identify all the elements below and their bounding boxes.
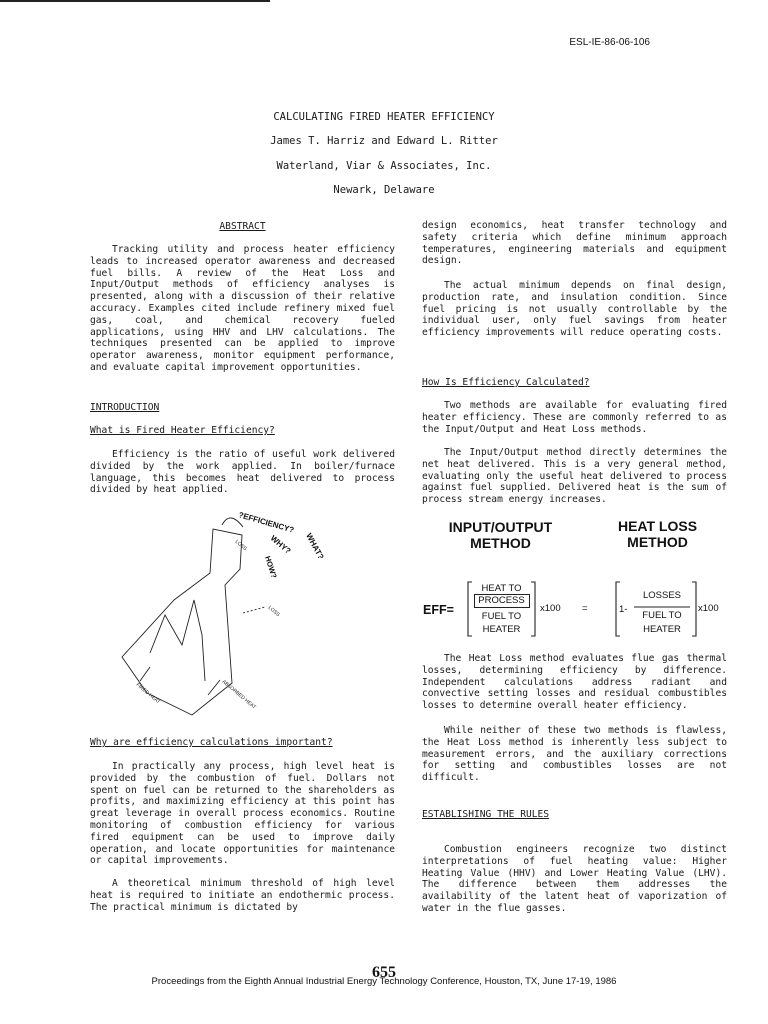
proceedings-footer: Proceedings from the Eighth Annual Industrial Energy Technology Conference, Houston, TX, June 17-19, 1986 bbox=[151, 976, 617, 987]
input-output-paragraph bbox=[422, 447, 727, 506]
abstract-paragraph bbox=[90, 244, 395, 374]
heat-loss-paragraph bbox=[422, 653, 727, 712]
establishing-rules-heading: ESTABLISHING THE RULES bbox=[422, 809, 550, 820]
absorbed-heat-arrow bbox=[208, 680, 220, 695]
equals-sign: = bbox=[582, 603, 588, 614]
design-text: design economics, heat transfer technology and safety criteria which define minimum approach temperatures, engineering materials and equipment design. bbox=[422, 220, 727, 267]
introduction-heading: INTRODUCTION bbox=[90, 402, 160, 413]
what-is-efficiency-heading: What is Fired Heater Efficiency? bbox=[90, 425, 275, 436]
paper-affiliation: Waterland, Viar & Associates, Inc. bbox=[276, 160, 492, 172]
design-paragraph bbox=[422, 220, 727, 267]
rules-paragraph bbox=[422, 844, 727, 915]
input-output-fraction bbox=[466, 580, 537, 638]
heater-coil-zigzag bbox=[150, 600, 205, 681]
input-output-title-line1: INPUT/OUTPUT bbox=[448, 519, 553, 535]
theoretical-paragraph bbox=[90, 878, 395, 913]
heat-loss-title-line2: METHOD bbox=[627, 534, 688, 550]
eff-label: EFF= bbox=[423, 603, 454, 617]
abstract-heading: ABSTRACT bbox=[219, 221, 266, 232]
heat-loss-title-line1: HEAT LOSS bbox=[617, 518, 698, 534]
losses-denominator-line2: HEATER bbox=[643, 624, 681, 635]
theoretical-text: A theoretical minimum threshold of high level heat is required to initiate an endothermic process. The practical minimum is dictated by bbox=[90, 878, 395, 913]
losses-denominator-line1: FUEL TO bbox=[642, 610, 682, 621]
denominator-line1: FUEL TO bbox=[481, 611, 522, 622]
why-important-heading: Why are efficiency calculations important? bbox=[90, 737, 333, 748]
denominator-line2: HEATER bbox=[482, 624, 521, 635]
why-important-paragraph bbox=[90, 761, 395, 867]
label-loss-top: LOSS bbox=[233, 538, 248, 553]
input-output-method-title bbox=[428, 519, 573, 551]
paper-location: Newark, Delaware bbox=[333, 184, 435, 196]
input-output-text: The Input/Output method directly determines the net heat delivered. This is a very general method, evaluating only the useful heat delivered to process against fuel supplied. Delivered heat is the sum of process stream energy increases. bbox=[422, 447, 727, 506]
actual-minimum-text: The actual minimum depends on final design, production rate, and insulation condition. Since fuel pricing is not usually controllable by the individual user, only fuel savings from heater efficiency improvements will reduce operating costs. bbox=[422, 280, 727, 339]
abstract-text: Tracking utility and process heater efficiency leads to increased operator awareness and decreased fuel bills. A review of the Heat Loss and Input/Output methods of efficiency analyses is presented, along with a discussion of their relative accuracy. Examples cited include refinery mixed fuel gas, coal, and chemical recovery fueled applications, using HHV and LHV calculations. The techniques presented can be applied to improve operator awareness, monitor equipment performance, and evaluate capital improvement opportunities. bbox=[90, 244, 395, 373]
heat-loss-method-title bbox=[595, 518, 720, 550]
neither-method-text: While neither of these two methods is flawless, the Heat Loss method is inherently less subject to measurement errors, and the auxiliary corrections for setting and combustibles losses are not difficult. bbox=[422, 725, 727, 784]
what-is-efficiency-paragraph bbox=[90, 449, 395, 496]
fired-heat-arrow bbox=[140, 667, 150, 681]
what-is-efficiency-text: Efficiency is the ratio of useful work delivered divided by the work applied. In boiler/furnace language, this becomes heat delivered to process divided by heat applied. bbox=[90, 449, 395, 496]
how-calculated-heading: How Is Efficiency Calculated? bbox=[422, 377, 590, 388]
input-output-title-line2: METHOD bbox=[470, 535, 531, 551]
label-why: WHY? bbox=[268, 533, 293, 556]
actual-minimum-paragraph bbox=[422, 280, 727, 339]
neither-method-paragraph bbox=[422, 725, 727, 784]
times-100-left: x100 bbox=[540, 603, 561, 614]
numerator-line1: HEAT TO bbox=[481, 583, 522, 594]
label-absorbed-heat: ABSORBED HEAT bbox=[220, 678, 257, 711]
label-fired-heat: FIRED HEAT bbox=[134, 681, 162, 706]
losses-numerator: LOSSES bbox=[642, 590, 682, 601]
side-loss-arrow bbox=[243, 607, 265, 613]
label-efficiency: ?EFFICIENCY? bbox=[237, 510, 296, 535]
heater-sketch-diagram bbox=[110, 505, 400, 730]
numerator-line2: PROCESS bbox=[478, 595, 525, 606]
label-how: HOW? bbox=[263, 554, 279, 580]
label-loss-right: LOSS bbox=[266, 604, 281, 619]
rules-text: Combustion engineers recognize two distinct interpretations of fuel heating value: Higher Heating Value (HHV) and Lower Heating Value (LHV). The difference between them addresses the availability of the latent heat of vaporization of water in the flue gasses. bbox=[422, 844, 727, 914]
label-what: WHAT? bbox=[304, 531, 326, 561]
document-id: ESL-IE-86-06-106 bbox=[569, 37, 650, 48]
heat-loss-text: The Heat Loss method evaluates flue gas thermal losses, determining efficiency by difference. Independent calculations address radiant and convective setting losses and residual combustibles losses to determine overall heater efficiency. bbox=[422, 653, 727, 712]
heat-loss-fraction bbox=[614, 580, 698, 638]
two-methods-text: Two methods are available for evaluating fired heater efficiency. These are commonly referred to as the Input/Output and Heat Loss methods. bbox=[422, 400, 727, 435]
why-important-text: In practically any process, high level heat is provided by the combustion of fuel. Dollars not spent on fuel can be returned to the shareholders as profits, and maximizing efficiency at this point has great leverage in overall process economics. Routine monitoring of combustion efficiency for various fired equipment can be used to improve daily operation, and locate opportunities for maintenance or capital improvements. bbox=[90, 761, 395, 867]
times-100-right: x100 bbox=[698, 603, 719, 614]
top-rule bbox=[0, 0, 270, 2]
paper-title: CALCULATING FIRED HEATER EFFICIENCY bbox=[273, 111, 495, 123]
paper-authors: James T. Harriz and Edward L. Ritter bbox=[270, 135, 498, 147]
two-methods-paragraph bbox=[422, 400, 727, 435]
page-number: 655 bbox=[372, 964, 396, 981]
one-minus: 1- bbox=[619, 604, 628, 615]
